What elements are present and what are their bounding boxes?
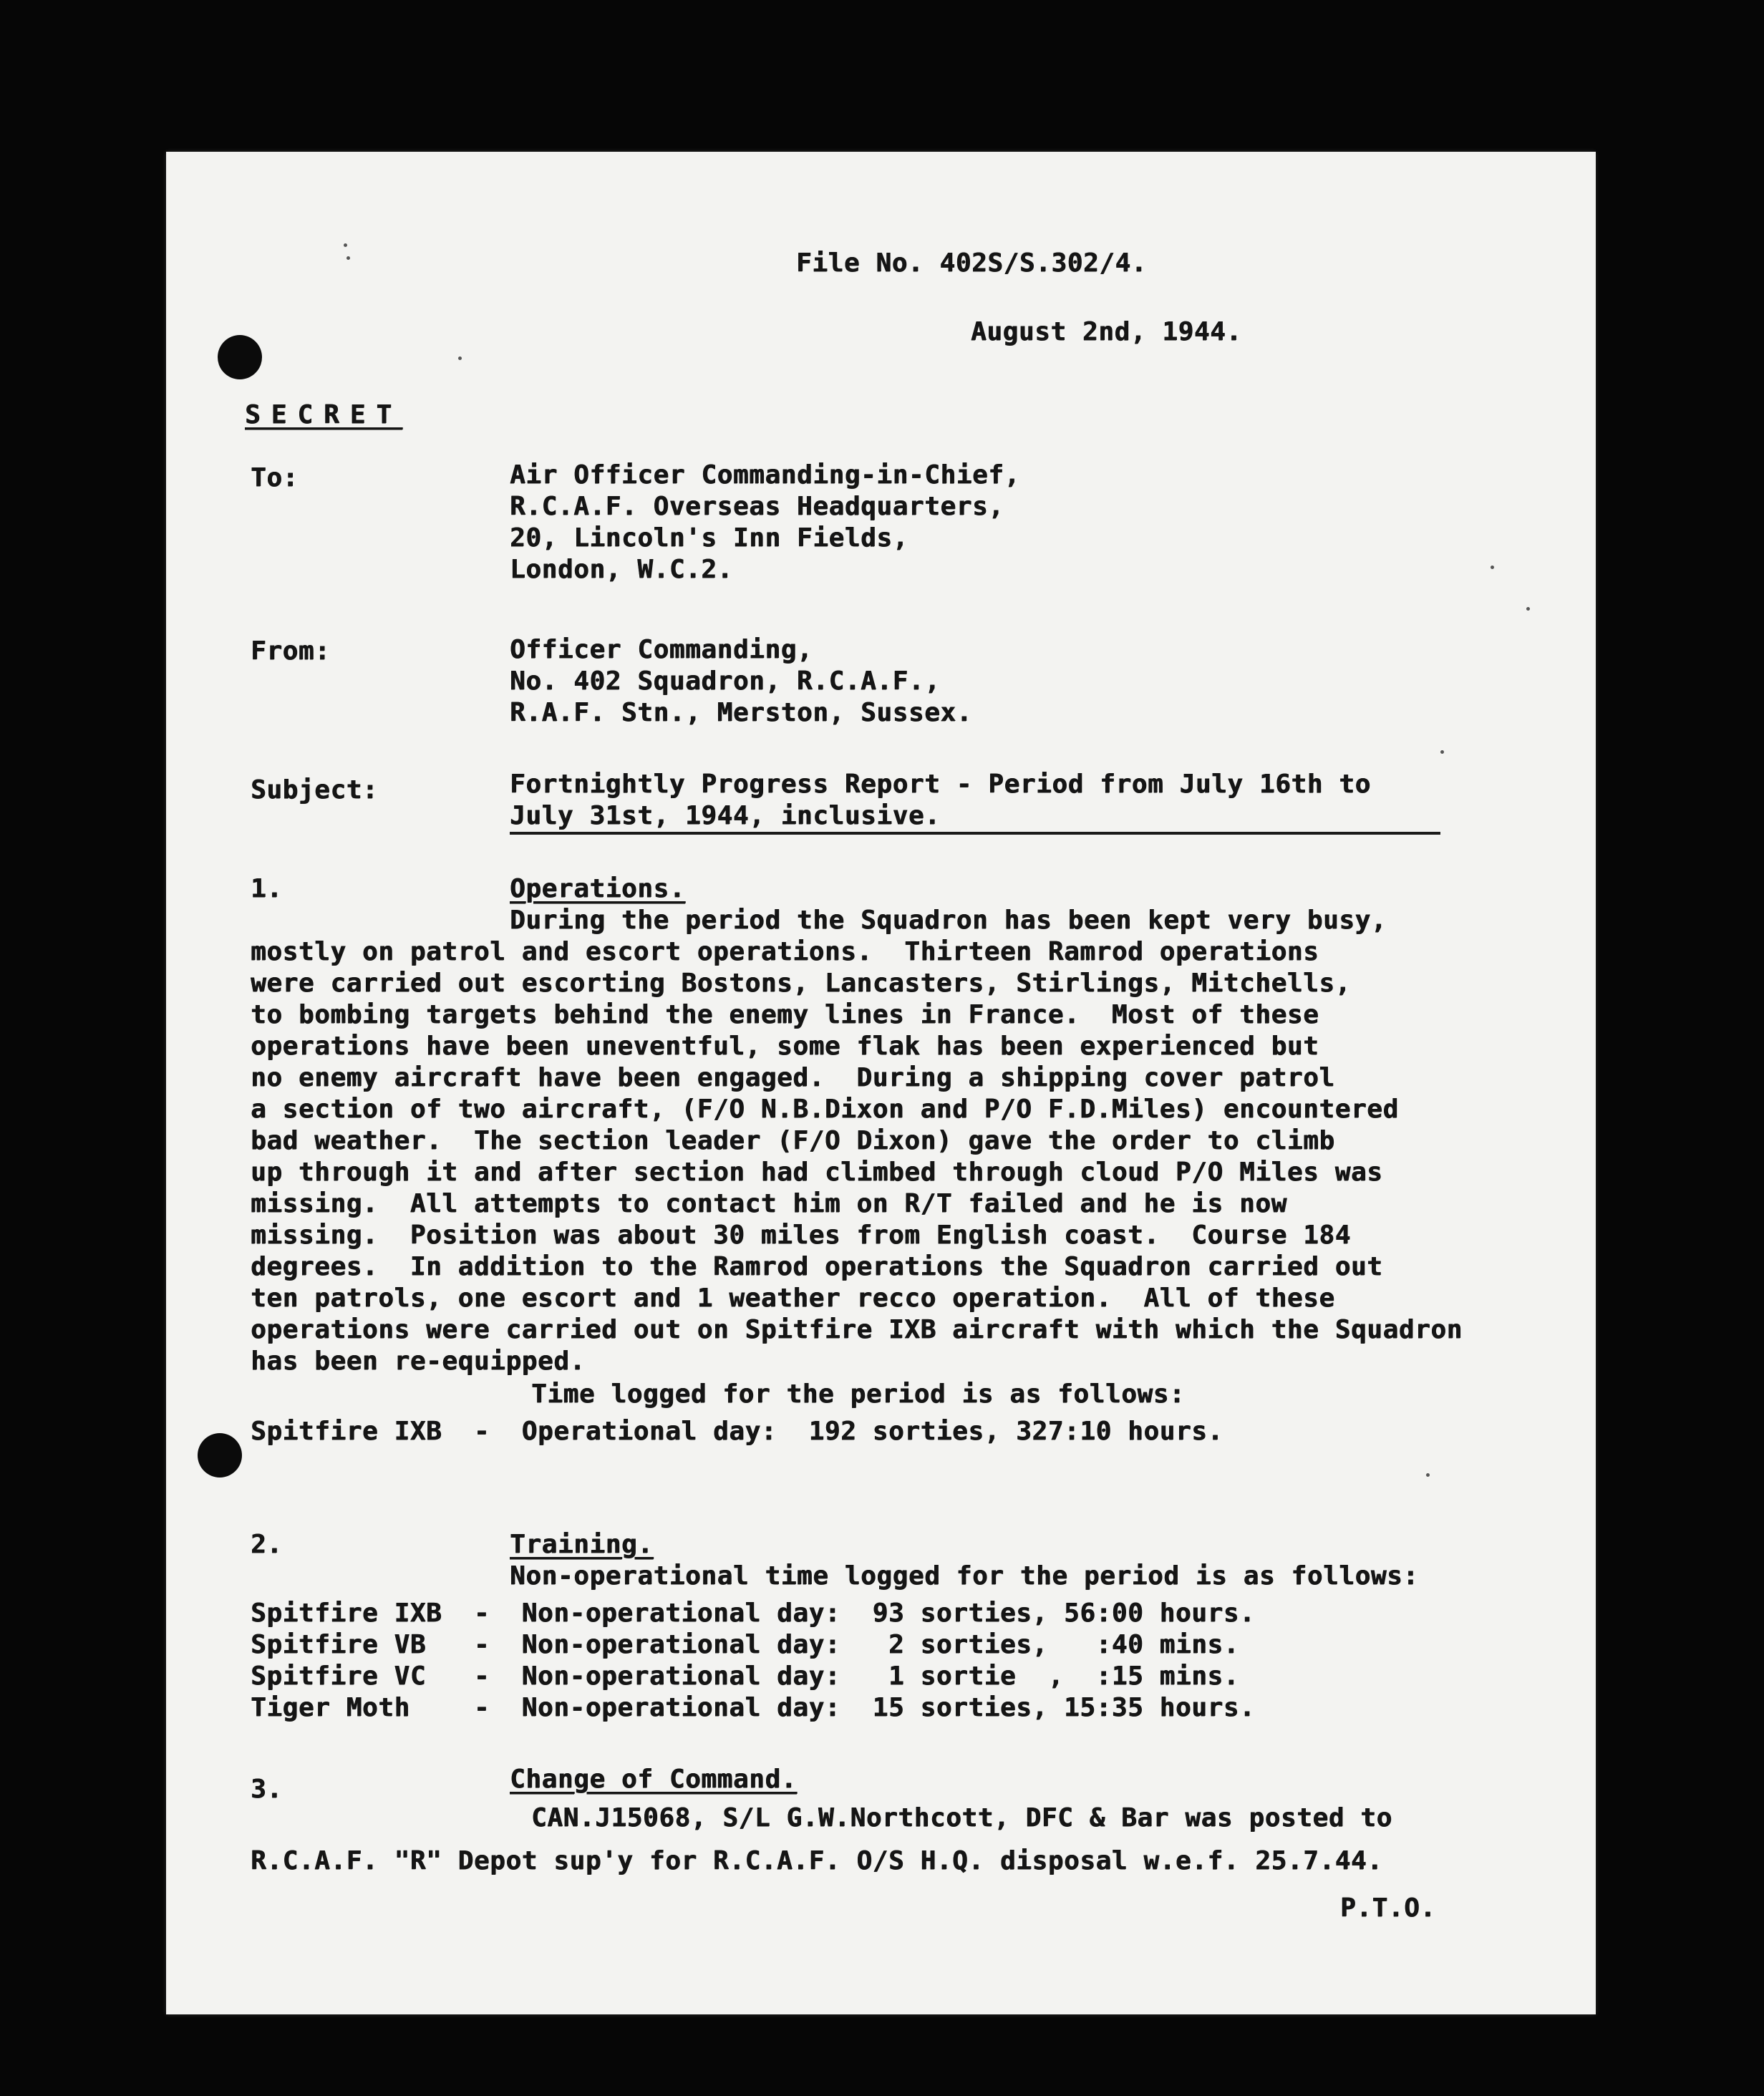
- section-2-number: 2.: [251, 1530, 283, 1559]
- body-line: to bombing targets behind the enemy lines in France. Most of these: [251, 1000, 1319, 1029]
- body-line: missing. Position was about 30 miles from English coast. Course 184: [251, 1221, 1351, 1250]
- paper-speck: [1440, 750, 1444, 754]
- paper-speck: [344, 243, 347, 247]
- to-line: Air Officer Commanding-in-Chief,: [510, 460, 1020, 490]
- paper-speck: [1491, 566, 1494, 569]
- classification-marking: SECRET: [245, 400, 403, 430]
- body-line: CAN.J15068, S/L G.W.Northcott, DFC & Bar was posted to: [531, 1803, 1392, 1833]
- file-number: File No. 402S/S.302/4.: [796, 248, 1148, 278]
- section-3-heading: Change of Command.: [510, 1765, 797, 1794]
- subject-underline: [510, 832, 1440, 835]
- training-intro: Non-operational time logged for the period is as follows:: [510, 1561, 1419, 1591]
- from-line: Officer Commanding,: [510, 635, 813, 664]
- time-logged-intro: Time logged for the period is as follows:: [531, 1379, 1186, 1409]
- body-line: no enemy aircraft have been engaged. During a shipping cover patrol: [251, 1063, 1335, 1092]
- body-line: bad weather. The section leader (F/O Dixon) gave the order to climb: [251, 1126, 1335, 1155]
- body-line: mostly on patrol and escort operations. Thirteen Ramrod operations: [251, 937, 1319, 966]
- punch-hole-bottom: [198, 1433, 242, 1478]
- body-line: operations were carried out on Spitfire IXB aircraft with which the Squadron: [251, 1315, 1463, 1344]
- body-line: ten patrols, one escort and 1 weather recco operation. All of these: [251, 1284, 1335, 1313]
- paper-speck: [458, 356, 462, 360]
- from-line: No. 402 Squadron, R.C.A.F.,: [510, 666, 941, 696]
- body-line: up through it and after section had climbed through cloud P/O Miles was: [251, 1158, 1383, 1187]
- subject-line: July 31st, 1944, inclusive.: [510, 801, 941, 830]
- section-1-heading: Operations.: [510, 874, 686, 903]
- to-label: To:: [251, 463, 299, 493]
- training-row: Spitfire VB - Non-operational day: 2 sorties, :40 mins.: [251, 1630, 1239, 1659]
- section-1-number: 1.: [251, 874, 283, 903]
- document-date: August 2nd, 1944.: [971, 317, 1242, 346]
- section-3-number: 3.: [251, 1775, 283, 1804]
- from-label: From:: [251, 636, 331, 666]
- paper-speck: [346, 256, 350, 260]
- to-line: 20, Lincoln's Inn Fields,: [510, 523, 908, 553]
- please-turn-over: P.T.O.: [1340, 1893, 1436, 1923]
- training-row: Spitfire VC - Non-operational day: 1 sortie , :15 mins.: [251, 1661, 1239, 1691]
- from-line: R.A.F. Stn., Merston, Sussex.: [510, 698, 972, 727]
- section-2-heading: Training.: [510, 1530, 654, 1559]
- body-line: were carried out escorting Bostons, Lancasters, Stirlings, Mitchells,: [251, 969, 1351, 998]
- body-line: R.C.A.F. "R" Depot sup'y for R.C.A.F. O/S H.Q. disposal w.e.f. 25.7.44.: [251, 1846, 1383, 1876]
- document-page: [166, 152, 1596, 2014]
- body-line: a section of two aircraft, (F/O N.B.Dixon and P/O F.D.Miles) encountered: [251, 1095, 1399, 1124]
- body-line: has been re-equipped.: [251, 1347, 586, 1376]
- training-row: Tiger Moth - Non-operational day: 15 sorties, 15:35 hours.: [251, 1693, 1256, 1722]
- training-row: Spitfire IXB - Non-operational day: 93 sorties, 56:00 hours.: [251, 1598, 1256, 1628]
- body-line: During the period the Squadron has been kept very busy,: [510, 906, 1387, 935]
- paper-speck: [1526, 607, 1530, 611]
- subject-label: Subject:: [251, 775, 379, 805]
- body-line: operations have been uneventful, some flak has been experienced but: [251, 1032, 1319, 1061]
- paper-speck: [1426, 1473, 1430, 1477]
- operational-time-row: Spitfire IXB - Operational day: 192 sorties, 327:10 hours.: [251, 1417, 1223, 1446]
- to-line: London, W.C.2.: [510, 555, 733, 584]
- punch-hole-top: [218, 335, 262, 379]
- subject-line: Fortnightly Progress Report - Period from July 16th to: [510, 770, 1371, 799]
- to-line: R.C.A.F. Overseas Headquarters,: [510, 492, 1004, 521]
- body-line: missing. All attempts to contact him on R/T failed and he is now: [251, 1189, 1287, 1218]
- body-line: degrees. In addition to the Ramrod operations the Squadron carried out: [251, 1252, 1383, 1281]
